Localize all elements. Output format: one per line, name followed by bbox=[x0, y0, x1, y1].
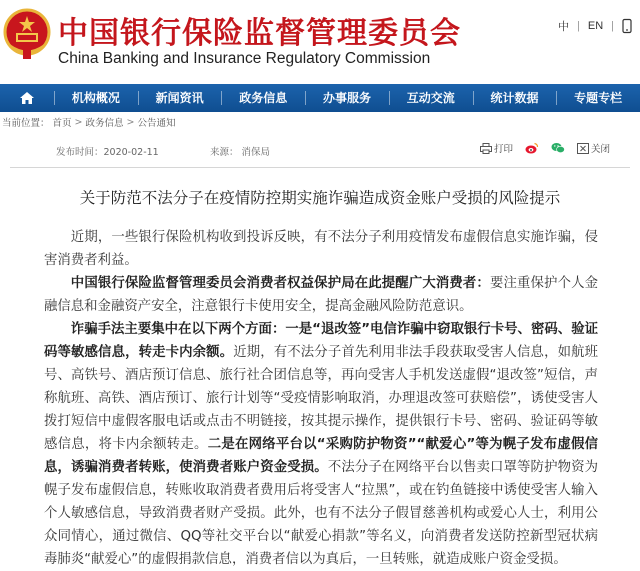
weibo-share-button[interactable] bbox=[525, 142, 539, 154]
breadcrumb bbox=[0, 112, 640, 132]
lang-en-link[interactable]: EN bbox=[587, 20, 604, 32]
paragraph-2-text: 要注重保护个人金融信息和金融资产安全，注意银行卡使用安全，提高金融风险防范意识。 bbox=[44, 276, 599, 314]
breadcrumb-separator: > bbox=[126, 116, 135, 128]
nav-item-gov-info[interactable]: 政务信息 bbox=[221, 84, 305, 112]
wechat-icon bbox=[551, 142, 565, 154]
publish-date: 发布时间：2020-02-11 bbox=[56, 147, 159, 158]
paragraph-2-bold: 中国银行保险监督管理委员会消费者权益保护局在此提醒广大消费者： bbox=[70, 276, 490, 291]
divider: | bbox=[611, 20, 614, 32]
breadcrumb-notices-link[interactable]: 公告通知 bbox=[137, 118, 176, 129]
nav-home-button[interactable] bbox=[0, 84, 54, 112]
divider: | bbox=[577, 20, 580, 32]
close-label: 关闭 bbox=[590, 144, 610, 155]
language-switch bbox=[558, 18, 632, 34]
breadcrumb-separator: > bbox=[74, 116, 83, 128]
site-title-en: China Banking and Insurance Regulatory Commission bbox=[58, 50, 431, 67]
site-header bbox=[0, 0, 640, 84]
nav-item-statistics[interactable]: 统计数据 bbox=[473, 84, 557, 112]
article-tools bbox=[480, 141, 610, 155]
article-meta bbox=[10, 132, 630, 168]
lang-cn-link[interactable]: 中 bbox=[558, 21, 569, 33]
paragraph-3-bold-2: 二是在网络平台以“采购防护物资”“献爱心”等为幌子发布虚假信息，诱骗消费者转账，使消费者账户资金受损。 bbox=[44, 437, 599, 475]
nav-item-services[interactable]: 办事服务 bbox=[305, 84, 389, 112]
print-label: 打印 bbox=[493, 144, 513, 155]
paragraph-2 bbox=[44, 272, 598, 318]
article-body bbox=[0, 226, 640, 571]
paragraph-3-text-2: 不法分子在网络平台以售卖口罩等防护物资为幌子发布虚假信息，转账收取消费者费用后将受害人“拉黑”，或在钓鱼链接中诱使受害人输入个人敏感信息，导致消费者财产受损。此外，也有不法分子假冒慈善机构或爱心人士，利用公众同情心，通过微信、QQ等社交平台以“献爱心捐款”等名义，向消费者发送防控新型冠状病毒肺炎“献爱心”的虚假捐款信息，消费者信以为真后，一旦转账，就造成账户资金受损。 bbox=[44, 460, 599, 567]
breadcrumb-prefix: 当前位置： bbox=[2, 118, 50, 129]
close-button[interactable] bbox=[577, 141, 610, 155]
nav-item-interaction[interactable]: 互动交流 bbox=[389, 84, 473, 112]
close-window-icon bbox=[577, 143, 589, 154]
wechat-share-button[interactable] bbox=[551, 142, 565, 154]
national-emblem-icon bbox=[2, 6, 52, 62]
printer-icon bbox=[480, 143, 492, 154]
paragraph-3 bbox=[44, 318, 598, 571]
article-source: 来源： 消保局 bbox=[210, 147, 271, 158]
breadcrumb-home-link[interactable]: 首页 bbox=[52, 118, 72, 129]
breadcrumb-gov-info-link[interactable]: 政务信息 bbox=[85, 118, 124, 129]
home-icon bbox=[19, 91, 35, 105]
site-title-cn: 中国银行保险监督管理委员会 bbox=[58, 16, 461, 51]
weibo-icon bbox=[525, 142, 539, 154]
nav-item-about[interactable]: 机构概况 bbox=[54, 84, 138, 112]
phone-icon[interactable] bbox=[622, 19, 632, 33]
main-nav bbox=[0, 84, 640, 112]
paragraph-3-bold-1: 诈骗手法主要集中在以下两个方面：一是“退改签”电信诈骗中窃取银行卡号、密码、验证码等敏感信息，转走卡内余额。 bbox=[44, 322, 598, 360]
nav-item-topics[interactable]: 专题专栏 bbox=[556, 84, 640, 112]
nav-item-news[interactable]: 新闻资讯 bbox=[138, 84, 222, 112]
print-button[interactable] bbox=[480, 141, 513, 155]
paragraph-1: 近期，一些银行保险机构收到投诉反映，有不法分子利用疫情发布虚假信息实施诈骗，侵害消费者利益。 bbox=[44, 230, 598, 268]
paragraph-3-text-1: 近期，有不法分子首先利用非法手段获取受害人信息，如航班号、高铁号、酒店预订信息、旅行社合团信息等，再向受害人手机发送虚假“退改签”短信，声称航班、高铁、酒店预订、旅行计划等“受疫情影响取消，办理退改签可获赔偿”，诱使受害人拨打短信中虚假客服电话或点击不明链接，按其提示操作，提供银行卡号、密码、验证码等敏感信息，将卡内余额转走。 bbox=[44, 345, 599, 452]
article-title: 关于防范不法分子在疫情防控期实施诈骗造成资金账户受损的风险提示 bbox=[79, 189, 561, 207]
